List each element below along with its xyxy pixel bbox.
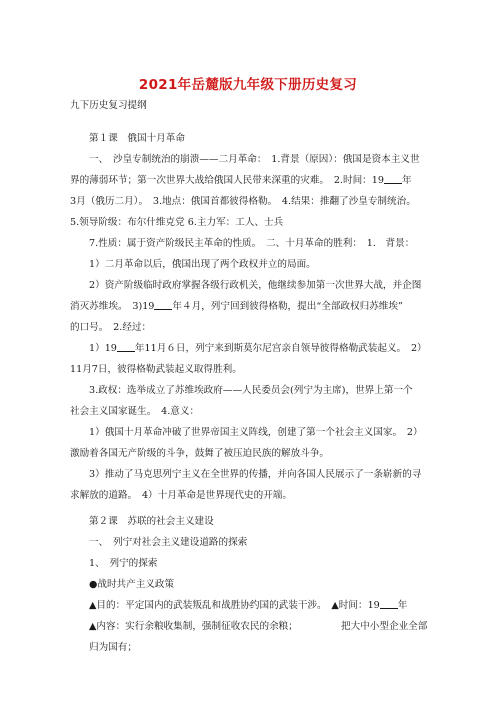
text-line: 1）俄国十月革命冲破了世界帝国主义阵线，创建了第一个社会主义国家。 2） — [89, 427, 423, 438]
outline-heading: 九下历史复习提纲 — [70, 100, 147, 111]
text-line: 5.领导阶级：布尔什维克党 6.主力军：工人、士兵 — [70, 217, 284, 228]
text-line: 11月7日，彼得格勒武装起义取得胜利。 — [70, 364, 242, 375]
subsection-heading: 1、 列宁的探索 — [89, 558, 158, 569]
document-title: 2021年岳麓版九年级下册历史复习 — [138, 77, 358, 93]
text-line: 的口号。 2.经过： — [70, 322, 152, 333]
text-line: 求解放的道路。 4）十月革命是世界现代史的开端。 — [70, 490, 292, 501]
text-line: 3.政权：选举成立了苏维埃政府——人民委员会(列宁为主席)，世界上第一个 — [89, 385, 413, 396]
bullet-heading: ●战时共产主义政策 — [89, 579, 175, 590]
text-line: ▲内容：实行余粮收集制，强制征收农民的余粮； 把大中小型企业全部 — [89, 621, 428, 632]
text-line: 1）二月革命以后，俄国出现了两个政权并立的局面。 — [89, 259, 316, 270]
text-line: 3月（俄历二月）。 3.地点：俄国首都彼得格勒。 4.结果：推翻了沙皇专制统治。 — [70, 196, 416, 207]
text-line: 激励着各国无产阶级的斗争，鼓舞了被压迫民族的解放斗争。 — [70, 448, 330, 459]
text-line: 界的薄弱环节；第一次世界大战给俄国人民带来深重的灾难。 2.时间：19 年 — [70, 171, 430, 191]
text-line: 2）资产阶级临时政府掌握各级行政机关，他继续参加第一次世界大战，并企图 — [89, 280, 422, 291]
text-line: 归为国有； — [89, 642, 137, 653]
text-line: 1）19 年11月６日，列宁来到斯莫尔尼宫亲自领导彼得格勒武装起义。 2） — [89, 339, 430, 359]
lesson-1-heading: 第１课 俄国十月革命 — [89, 133, 185, 144]
text-line: 7.性质：属于资产阶级民主革命的性质。 二、十月革命的胜利： 1. 背景： — [89, 238, 415, 249]
text-line: 社会主义国家诞生。 4.意义： — [70, 406, 200, 417]
text-line: ▲目的：平定国内的武装叛乱和战胜协约国的武装干涉。 ▲时间：19 年 — [89, 596, 430, 616]
text-line: 消灭苏维埃。 3)19 年４月，列宁回到彼得格勒，提出“全部政权归苏维埃” — [70, 297, 430, 317]
lesson-2-heading: 第２课 苏联的社会主义建设 — [89, 516, 214, 527]
section-heading: 一、 列宁对社会主义建设道路的探索 — [89, 537, 248, 548]
text-line: 3）推动了马克思列宁主义在全世界的传播，并向各国人民展示了一条崭新的寻 — [89, 469, 422, 480]
text-line: 一、 沙皇专制统治的崩溃——二月革命： 1.背景（原因）：俄国是资本主义世 — [89, 154, 420, 165]
